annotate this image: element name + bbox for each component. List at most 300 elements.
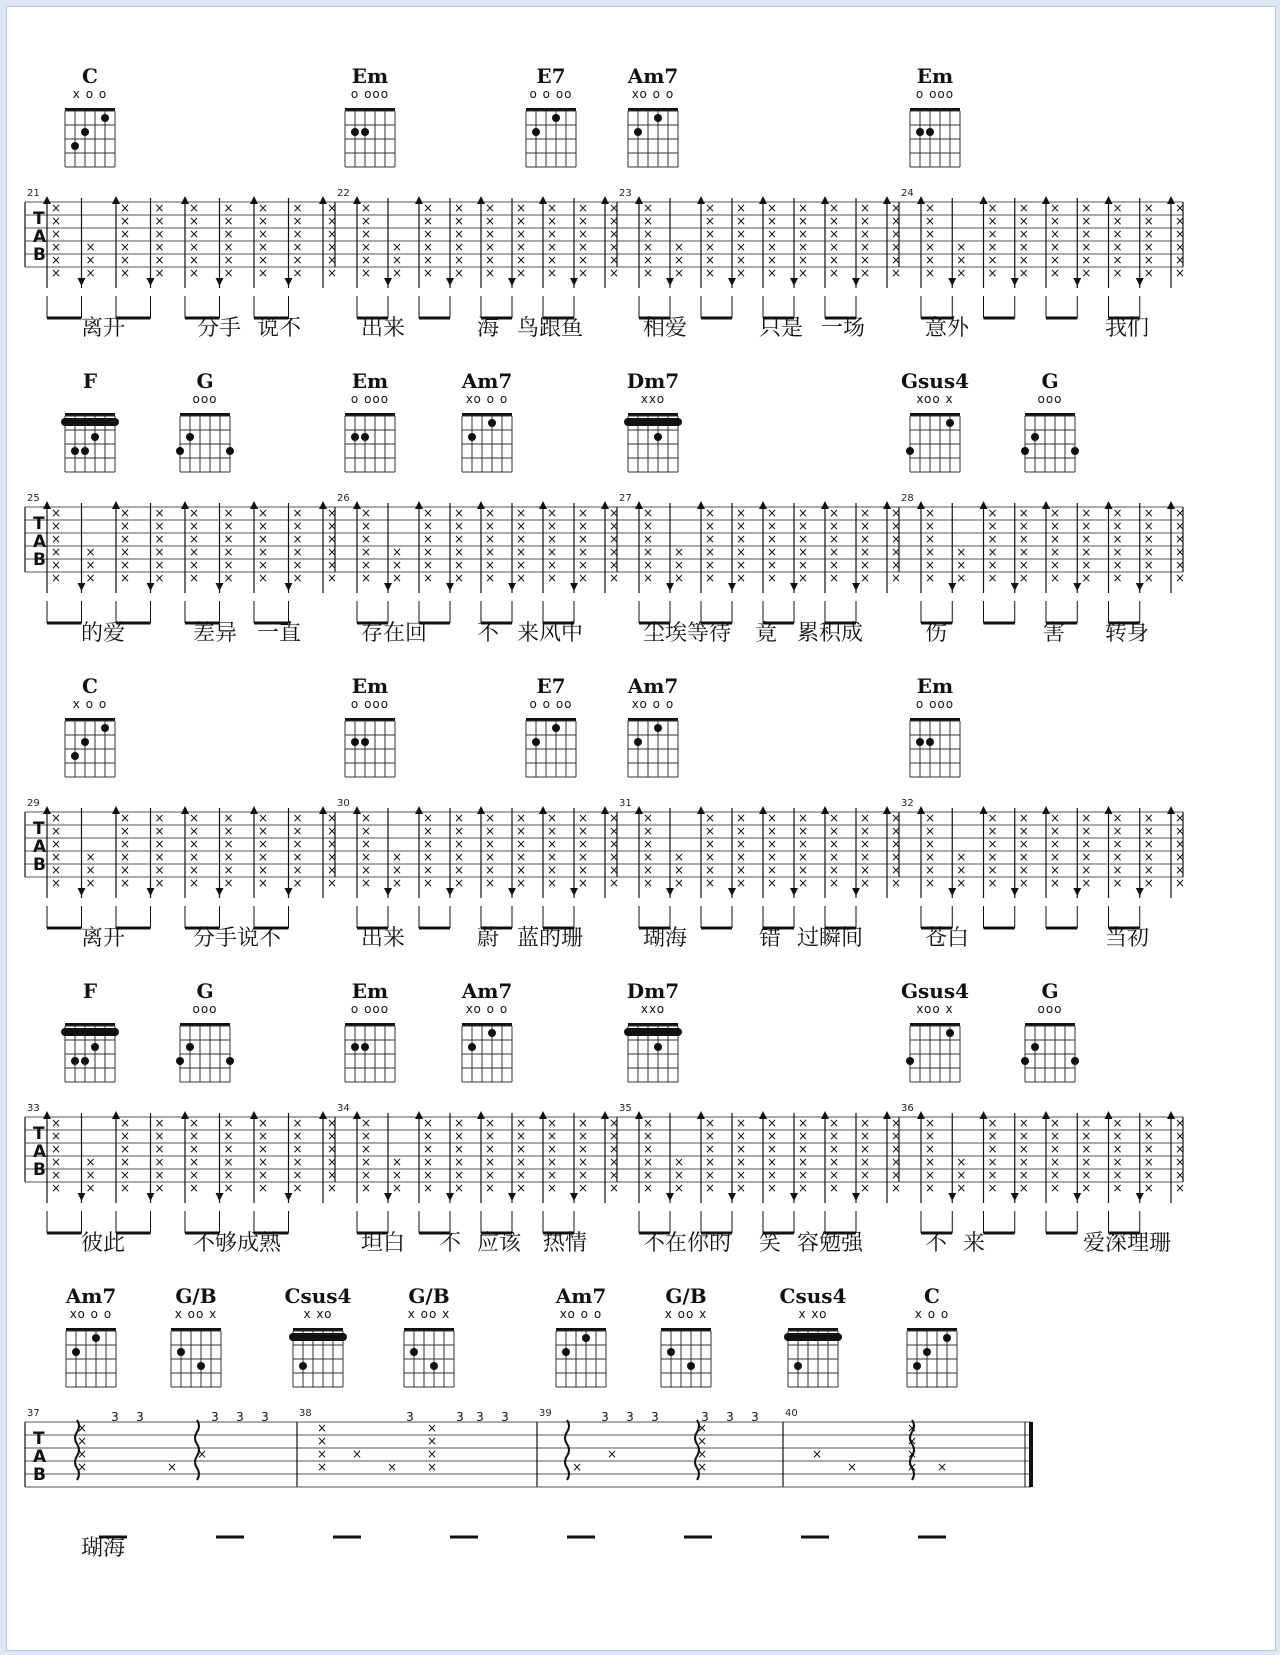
muted-string-x: ×	[51, 1129, 62, 1143]
muted-string-x: ×	[51, 1116, 62, 1130]
muted-string-x: ×	[829, 240, 840, 254]
muted-string-x: ×	[925, 1116, 936, 1130]
muted-string-x: ×	[1081, 558, 1092, 572]
muted-string-x: ×	[327, 863, 338, 877]
strum-up-arrow	[353, 1111, 361, 1119]
muted-string-x: ×	[891, 558, 902, 572]
chord-dot	[468, 1043, 476, 1051]
muted-string-x: ×	[891, 1129, 902, 1143]
muted-string-x: ×	[361, 532, 372, 546]
muted-string-x: ×	[485, 1155, 496, 1169]
strum-down-arrow	[78, 888, 86, 896]
muted-string-x: ×	[258, 214, 269, 228]
muted-string-x: ×	[258, 558, 269, 572]
chord-dot	[361, 1043, 369, 1051]
muted-string-x: ×	[643, 837, 654, 851]
muted-string-x: ×	[1018, 1129, 1029, 1143]
muted-string-x: ×	[51, 837, 62, 851]
lyric-text: 说不	[257, 316, 302, 341]
strum-down-arrow	[666, 1193, 674, 1201]
muted-string-x: ×	[1081, 253, 1092, 267]
bar-number: 24	[901, 188, 914, 199]
muted-string-x: ×	[736, 227, 747, 241]
muted-string-x: ×	[292, 1116, 303, 1130]
muted-string-x: ×	[1081, 532, 1092, 546]
muted-string-x: ×	[860, 201, 871, 215]
muted-string-x: ×	[485, 532, 496, 546]
chord-barre	[61, 1028, 119, 1036]
muted-string-x: ×	[223, 1142, 234, 1156]
muted-string-x: ×	[454, 811, 465, 825]
muted-string-x: ×	[705, 824, 716, 838]
chord-string-markers: ooo	[1037, 1002, 1063, 1016]
muted-string-x: ×	[454, 519, 465, 533]
muted-string-x: ×	[925, 863, 936, 877]
strum-down-arrow	[285, 583, 293, 591]
muted-string-x: ×	[578, 811, 589, 825]
muted-string-x: ×	[154, 240, 165, 254]
muted-string-x: ×	[987, 545, 998, 559]
muted-string-x: ×	[578, 519, 589, 533]
muted-string-x: ×	[292, 201, 303, 215]
muted-string-x: ×	[829, 253, 840, 267]
score-row	[25, 1284, 1031, 1561]
muted-string-x: ×	[120, 571, 131, 585]
chord-dot	[81, 128, 89, 136]
muted-string-x: ×	[891, 837, 902, 851]
muted-string-x: ×	[392, 1168, 403, 1182]
strum-down-arrow	[285, 278, 293, 286]
muted-string-x: ×	[120, 1155, 131, 1169]
strum-down-arrow	[948, 888, 956, 896]
muted-string-x: ×	[485, 571, 496, 585]
lyric-text: 出来	[361, 926, 406, 951]
muted-string-x: ×	[292, 532, 303, 546]
muted-string-x: ×	[798, 571, 809, 585]
muted-string-x: ×	[767, 227, 778, 241]
muted-string-x: ×	[485, 1142, 496, 1156]
muted-string-x: ×	[829, 863, 840, 877]
muted-string-x: ×	[1018, 201, 1029, 215]
muted-string-x: ×	[454, 1181, 465, 1195]
muted-string-x: ×	[120, 1129, 131, 1143]
muted-string-x: ×	[1018, 863, 1029, 877]
muted-string-x: ×	[485, 863, 496, 877]
muted-string-x: ×	[1050, 214, 1061, 228]
strum-down-arrow	[508, 583, 516, 591]
muted-string-x: ×	[427, 1434, 438, 1448]
muted-string-x: ×	[1175, 1168, 1186, 1182]
muted-string-x: ×	[223, 532, 234, 546]
muted-string-x: ×	[154, 863, 165, 877]
muted-string-x: ×	[258, 201, 269, 215]
guitar-tab-score	[7, 7, 1275, 1650]
lyric-text: 鸟跟鱼	[517, 316, 584, 341]
strum-up-arrow	[980, 806, 988, 814]
lyric-text: 来	[963, 1231, 986, 1256]
chord-dot	[351, 128, 359, 136]
muted-string-x: ×	[1112, 571, 1123, 585]
chord-dot	[91, 1043, 99, 1051]
strum-up-arrow	[319, 196, 327, 204]
muted-string-x: ×	[705, 253, 716, 267]
chord-name: Em	[916, 674, 954, 698]
lyric-text: 不	[925, 1231, 948, 1256]
muted-string-x: ×	[643, 876, 654, 890]
strum-down-arrow	[78, 278, 86, 286]
strum-up-arrow	[1167, 1111, 1175, 1119]
lyric-text: 当初	[1105, 926, 1150, 951]
muted-string-x: ×	[767, 811, 778, 825]
muted-string-x: ×	[292, 850, 303, 864]
muted-string-x: ×	[829, 824, 840, 838]
muted-string-x: ×	[1112, 545, 1123, 559]
muted-string-x: ×	[292, 1129, 303, 1143]
muted-string-x: ×	[1081, 240, 1092, 254]
lyric-text: 蓝的珊	[517, 926, 584, 951]
muted-string-x: ×	[485, 1116, 496, 1130]
muted-string-x: ×	[189, 506, 200, 520]
muted-string-x: ×	[736, 253, 747, 267]
muted-string-x: ×	[891, 545, 902, 559]
muted-string-x: ×	[736, 1116, 747, 1130]
muted-string-x: ×	[578, 1129, 589, 1143]
muted-string-x: ×	[154, 1116, 165, 1130]
muted-string-x: ×	[767, 240, 778, 254]
muted-string-x: ×	[327, 240, 338, 254]
chord-dot	[72, 1348, 80, 1356]
muted-string-x: ×	[485, 227, 496, 241]
strum-down-arrow	[508, 1193, 516, 1201]
muted-string-x: ×	[578, 214, 589, 228]
muted-string-x: ×	[1143, 824, 1154, 838]
muted-string-x: ×	[925, 824, 936, 838]
muted-string-x: ×	[829, 266, 840, 280]
muted-string-x: ×	[1081, 837, 1092, 851]
strum-up-arrow	[112, 501, 120, 509]
chord-name: C	[82, 64, 98, 88]
tab-label-letter: A	[33, 227, 47, 247]
strum-down-arrow	[446, 278, 454, 286]
muted-string-x: ×	[223, 253, 234, 267]
strum-up-arrow	[1167, 501, 1175, 509]
muted-string-x: ×	[1081, 876, 1092, 890]
muted-string-x: ×	[767, 876, 778, 890]
muted-string-x: ×	[223, 863, 234, 877]
chord-dot	[81, 447, 89, 455]
muted-string-x: ×	[798, 201, 809, 215]
lyric-text: 差异	[193, 621, 238, 646]
chord-string-markers: xo o o	[69, 1307, 113, 1321]
muted-string-x: ×	[427, 1460, 438, 1474]
muted-string-x: ×	[736, 519, 747, 533]
strum-up-arrow	[601, 1111, 609, 1119]
chord-dot	[562, 1348, 570, 1356]
chord-dot	[654, 433, 662, 441]
chord-name: Dm7	[626, 979, 680, 1003]
muted-string-x: ×	[578, 558, 589, 572]
muted-string-x: ×	[891, 227, 902, 241]
muted-string-x: ×	[674, 1155, 685, 1169]
muted-string-x: ×	[392, 545, 403, 559]
muted-string-x: ×	[767, 837, 778, 851]
chord-string-markers: o ooo	[915, 87, 955, 101]
muted-string-x: ×	[1050, 1116, 1061, 1130]
chord-string-markers: ooo	[192, 1002, 218, 1016]
muted-string-x: ×	[891, 506, 902, 520]
muted-string-x: ×	[736, 240, 747, 254]
strum-up-arrow	[980, 196, 988, 204]
strum-up-arrow	[112, 196, 120, 204]
muted-string-x: ×	[352, 1447, 363, 1461]
muted-string-x: ×	[317, 1421, 328, 1435]
muted-string-x: ×	[454, 824, 465, 838]
muted-string-x: ×	[643, 1116, 654, 1130]
chord-dot	[946, 1029, 954, 1037]
muted-string-x: ×	[643, 545, 654, 559]
muted-string-x: ×	[937, 1460, 948, 1474]
muted-string-x: ×	[423, 571, 434, 585]
lyric-text: 手说不	[215, 926, 282, 951]
strum-up-arrow	[43, 806, 51, 814]
muted-string-x: ×	[705, 571, 716, 585]
muted-string-x: ×	[361, 1129, 372, 1143]
muted-string-x: ×	[705, 1181, 716, 1195]
muted-string-x: ×	[485, 1129, 496, 1143]
muted-string-x: ×	[798, 824, 809, 838]
chord-dot	[667, 1348, 675, 1356]
tab-label-letter: A	[33, 532, 47, 552]
muted-string-x: ×	[860, 863, 871, 877]
chord-dot	[654, 1043, 662, 1051]
muted-string-x: ×	[767, 863, 778, 877]
muted-string-x: ×	[578, 1116, 589, 1130]
muted-string-x: ×	[327, 1155, 338, 1169]
muted-string-x: ×	[609, 1155, 620, 1169]
chord-string-markers: xoo x	[916, 392, 954, 406]
chord-dot	[197, 1362, 205, 1370]
muted-string-x: ×	[736, 837, 747, 851]
muted-string-x: ×	[829, 1116, 840, 1130]
muted-string-x: ×	[77, 1421, 88, 1435]
muted-string-x: ×	[860, 811, 871, 825]
muted-string-x: ×	[427, 1447, 438, 1461]
chord-name: Gsus4	[900, 979, 970, 1003]
muted-string-x: ×	[860, 240, 871, 254]
muted-string-x: ×	[85, 240, 96, 254]
muted-string-x: ×	[860, 850, 871, 864]
tab-label-letter: T	[33, 1124, 45, 1144]
muted-string-x: ×	[736, 1155, 747, 1169]
muted-string-x: ×	[327, 1142, 338, 1156]
muted-string-x: ×	[1175, 837, 1186, 851]
muted-string-x: ×	[697, 1434, 708, 1448]
muted-string-x: ×	[643, 811, 654, 825]
muted-string-x: ×	[154, 1142, 165, 1156]
muted-string-x: ×	[1175, 1155, 1186, 1169]
tab-label-letter: A	[33, 1142, 47, 1162]
strum-down-arrow	[78, 583, 86, 591]
strum-down-arrow	[728, 888, 736, 896]
muted-string-x: ×	[1018, 811, 1029, 825]
muted-string-x: ×	[767, 1181, 778, 1195]
muted-string-x: ×	[609, 1116, 620, 1130]
muted-string-x: ×	[1143, 1142, 1154, 1156]
chord-dot	[351, 1043, 359, 1051]
muted-string-x: ×	[154, 850, 165, 864]
tab-label-letter: A	[33, 1447, 47, 1467]
muted-string-x: ×	[609, 201, 620, 215]
strum-up-arrow	[181, 501, 189, 509]
muted-string-x: ×	[1018, 1181, 1029, 1195]
muted-string-x: ×	[423, 558, 434, 572]
muted-string-x: ×	[51, 571, 62, 585]
muted-string-x: ×	[829, 571, 840, 585]
strum-down-arrow	[285, 1193, 293, 1201]
muted-string-x: ×	[392, 266, 403, 280]
chord-barre	[624, 1028, 682, 1036]
muted-string-x: ×	[361, 545, 372, 559]
chord-string-markers: o ooo	[350, 697, 390, 711]
tab-label-letter: B	[33, 550, 46, 570]
muted-string-x: ×	[327, 214, 338, 228]
muted-string-x: ×	[705, 240, 716, 254]
muted-string-x: ×	[454, 863, 465, 877]
muted-string-x: ×	[736, 1142, 747, 1156]
strum-down-arrow	[1011, 1193, 1019, 1201]
muted-string-x: ×	[925, 253, 936, 267]
muted-string-x: ×	[705, 532, 716, 546]
lyric-text: 分	[193, 926, 216, 951]
muted-string-x: ×	[860, 558, 871, 572]
muted-string-x: ×	[189, 571, 200, 585]
lyric-text: 出来	[361, 316, 406, 341]
muted-string-x: ×	[925, 545, 936, 559]
muted-string-x: ×	[891, 201, 902, 215]
strum-down-arrow	[852, 1193, 860, 1201]
muted-string-x: ×	[1143, 545, 1154, 559]
chord-string-markers: o ooo	[350, 87, 390, 101]
strum-down-arrow	[948, 583, 956, 591]
muted-string-x: ×	[578, 506, 589, 520]
strum-down-arrow	[446, 888, 454, 896]
lyric-text: 尘埃等待	[643, 621, 732, 646]
muted-string-x: ×	[1050, 201, 1061, 215]
muted-string-x: ×	[361, 506, 372, 520]
muted-string-x: ×	[516, 863, 527, 877]
muted-string-x: ×	[120, 837, 131, 851]
lyric-text: 的爱	[81, 621, 126, 646]
muted-string-x: ×	[1112, 227, 1123, 241]
muted-string-x: ×	[423, 837, 434, 851]
muted-string-x: ×	[643, 240, 654, 254]
lyric-text: 害	[1043, 621, 1066, 646]
muted-string-x: ×	[547, 876, 558, 890]
strum-up-arrow	[980, 1111, 988, 1119]
muted-string-x: ×	[891, 876, 902, 890]
bar-number: 27	[619, 493, 632, 504]
muted-string-x: ×	[860, 837, 871, 851]
strum-down-arrow	[1073, 888, 1081, 896]
muted-string-x: ×	[767, 545, 778, 559]
muted-string-x: ×	[154, 214, 165, 228]
strum-down-arrow	[1073, 583, 1081, 591]
muted-string-x: ×	[829, 558, 840, 572]
muted-string-x: ×	[1175, 532, 1186, 546]
strum-up-arrow	[759, 1111, 767, 1119]
muted-string-x: ×	[387, 1460, 398, 1474]
strum-up-arrow	[697, 1111, 705, 1119]
muted-string-x: ×	[1081, 824, 1092, 838]
muted-string-x: ×	[547, 1142, 558, 1156]
chord-dot	[91, 433, 99, 441]
chord-name: Em	[351, 369, 389, 393]
muted-string-x: ×	[956, 240, 967, 254]
strum-down-arrow	[570, 1193, 578, 1201]
strum-up-arrow	[1105, 806, 1113, 814]
muted-string-x: ×	[516, 253, 527, 267]
strum-up-arrow	[43, 1111, 51, 1119]
muted-string-x: ×	[547, 506, 558, 520]
muted-string-x: ×	[454, 532, 465, 546]
muted-string-x: ×	[925, 201, 936, 215]
muted-string-x: ×	[829, 214, 840, 228]
muted-string-x: ×	[609, 266, 620, 280]
strum-up-arrow	[250, 1111, 258, 1119]
muted-string-x: ×	[1175, 1116, 1186, 1130]
muted-string-x: ×	[1175, 824, 1186, 838]
muted-string-x: ×	[361, 837, 372, 851]
muted-string-x: ×	[454, 1116, 465, 1130]
muted-string-x: ×	[578, 876, 589, 890]
muted-string-x: ×	[891, 214, 902, 228]
muted-string-x: ×	[77, 1434, 88, 1448]
chord-string-markers: xo o o	[465, 392, 509, 406]
muted-string-x: ×	[578, 1155, 589, 1169]
muted-string-x: ×	[423, 532, 434, 546]
muted-string-x: ×	[736, 811, 747, 825]
muted-string-x: ×	[361, 1155, 372, 1169]
muted-string-x: ×	[798, 1155, 809, 1169]
muted-string-x: ×	[1050, 558, 1061, 572]
muted-string-x: ×	[829, 837, 840, 851]
muted-string-x: ×	[258, 1129, 269, 1143]
muted-string-x: ×	[120, 863, 131, 877]
muted-string-x: ×	[705, 1129, 716, 1143]
chord-name: Gsus4	[900, 369, 970, 393]
muted-string-x: ×	[1050, 1129, 1061, 1143]
muted-string-x: ×	[1112, 837, 1123, 851]
muted-string-x: ×	[987, 227, 998, 241]
strum-up-arrow	[821, 1111, 829, 1119]
muted-string-x: ×	[829, 201, 840, 215]
muted-string-x: ×	[292, 253, 303, 267]
muted-string-x: ×	[798, 519, 809, 533]
muted-string-x: ×	[829, 227, 840, 241]
muted-string-x: ×	[85, 545, 96, 559]
strum-down-arrow	[285, 888, 293, 896]
muted-string-x: ×	[1143, 863, 1154, 877]
muted-string-x: ×	[223, 201, 234, 215]
chord-dot	[1031, 433, 1039, 441]
muted-string-x: ×	[891, 850, 902, 864]
muted-string-x: ×	[547, 558, 558, 572]
muted-string-x: ×	[189, 1155, 200, 1169]
strum-up-arrow	[43, 501, 51, 509]
strum-up-arrow	[635, 1111, 643, 1119]
muted-string-x: ×	[891, 824, 902, 838]
muted-string-x: ×	[1081, 266, 1092, 280]
